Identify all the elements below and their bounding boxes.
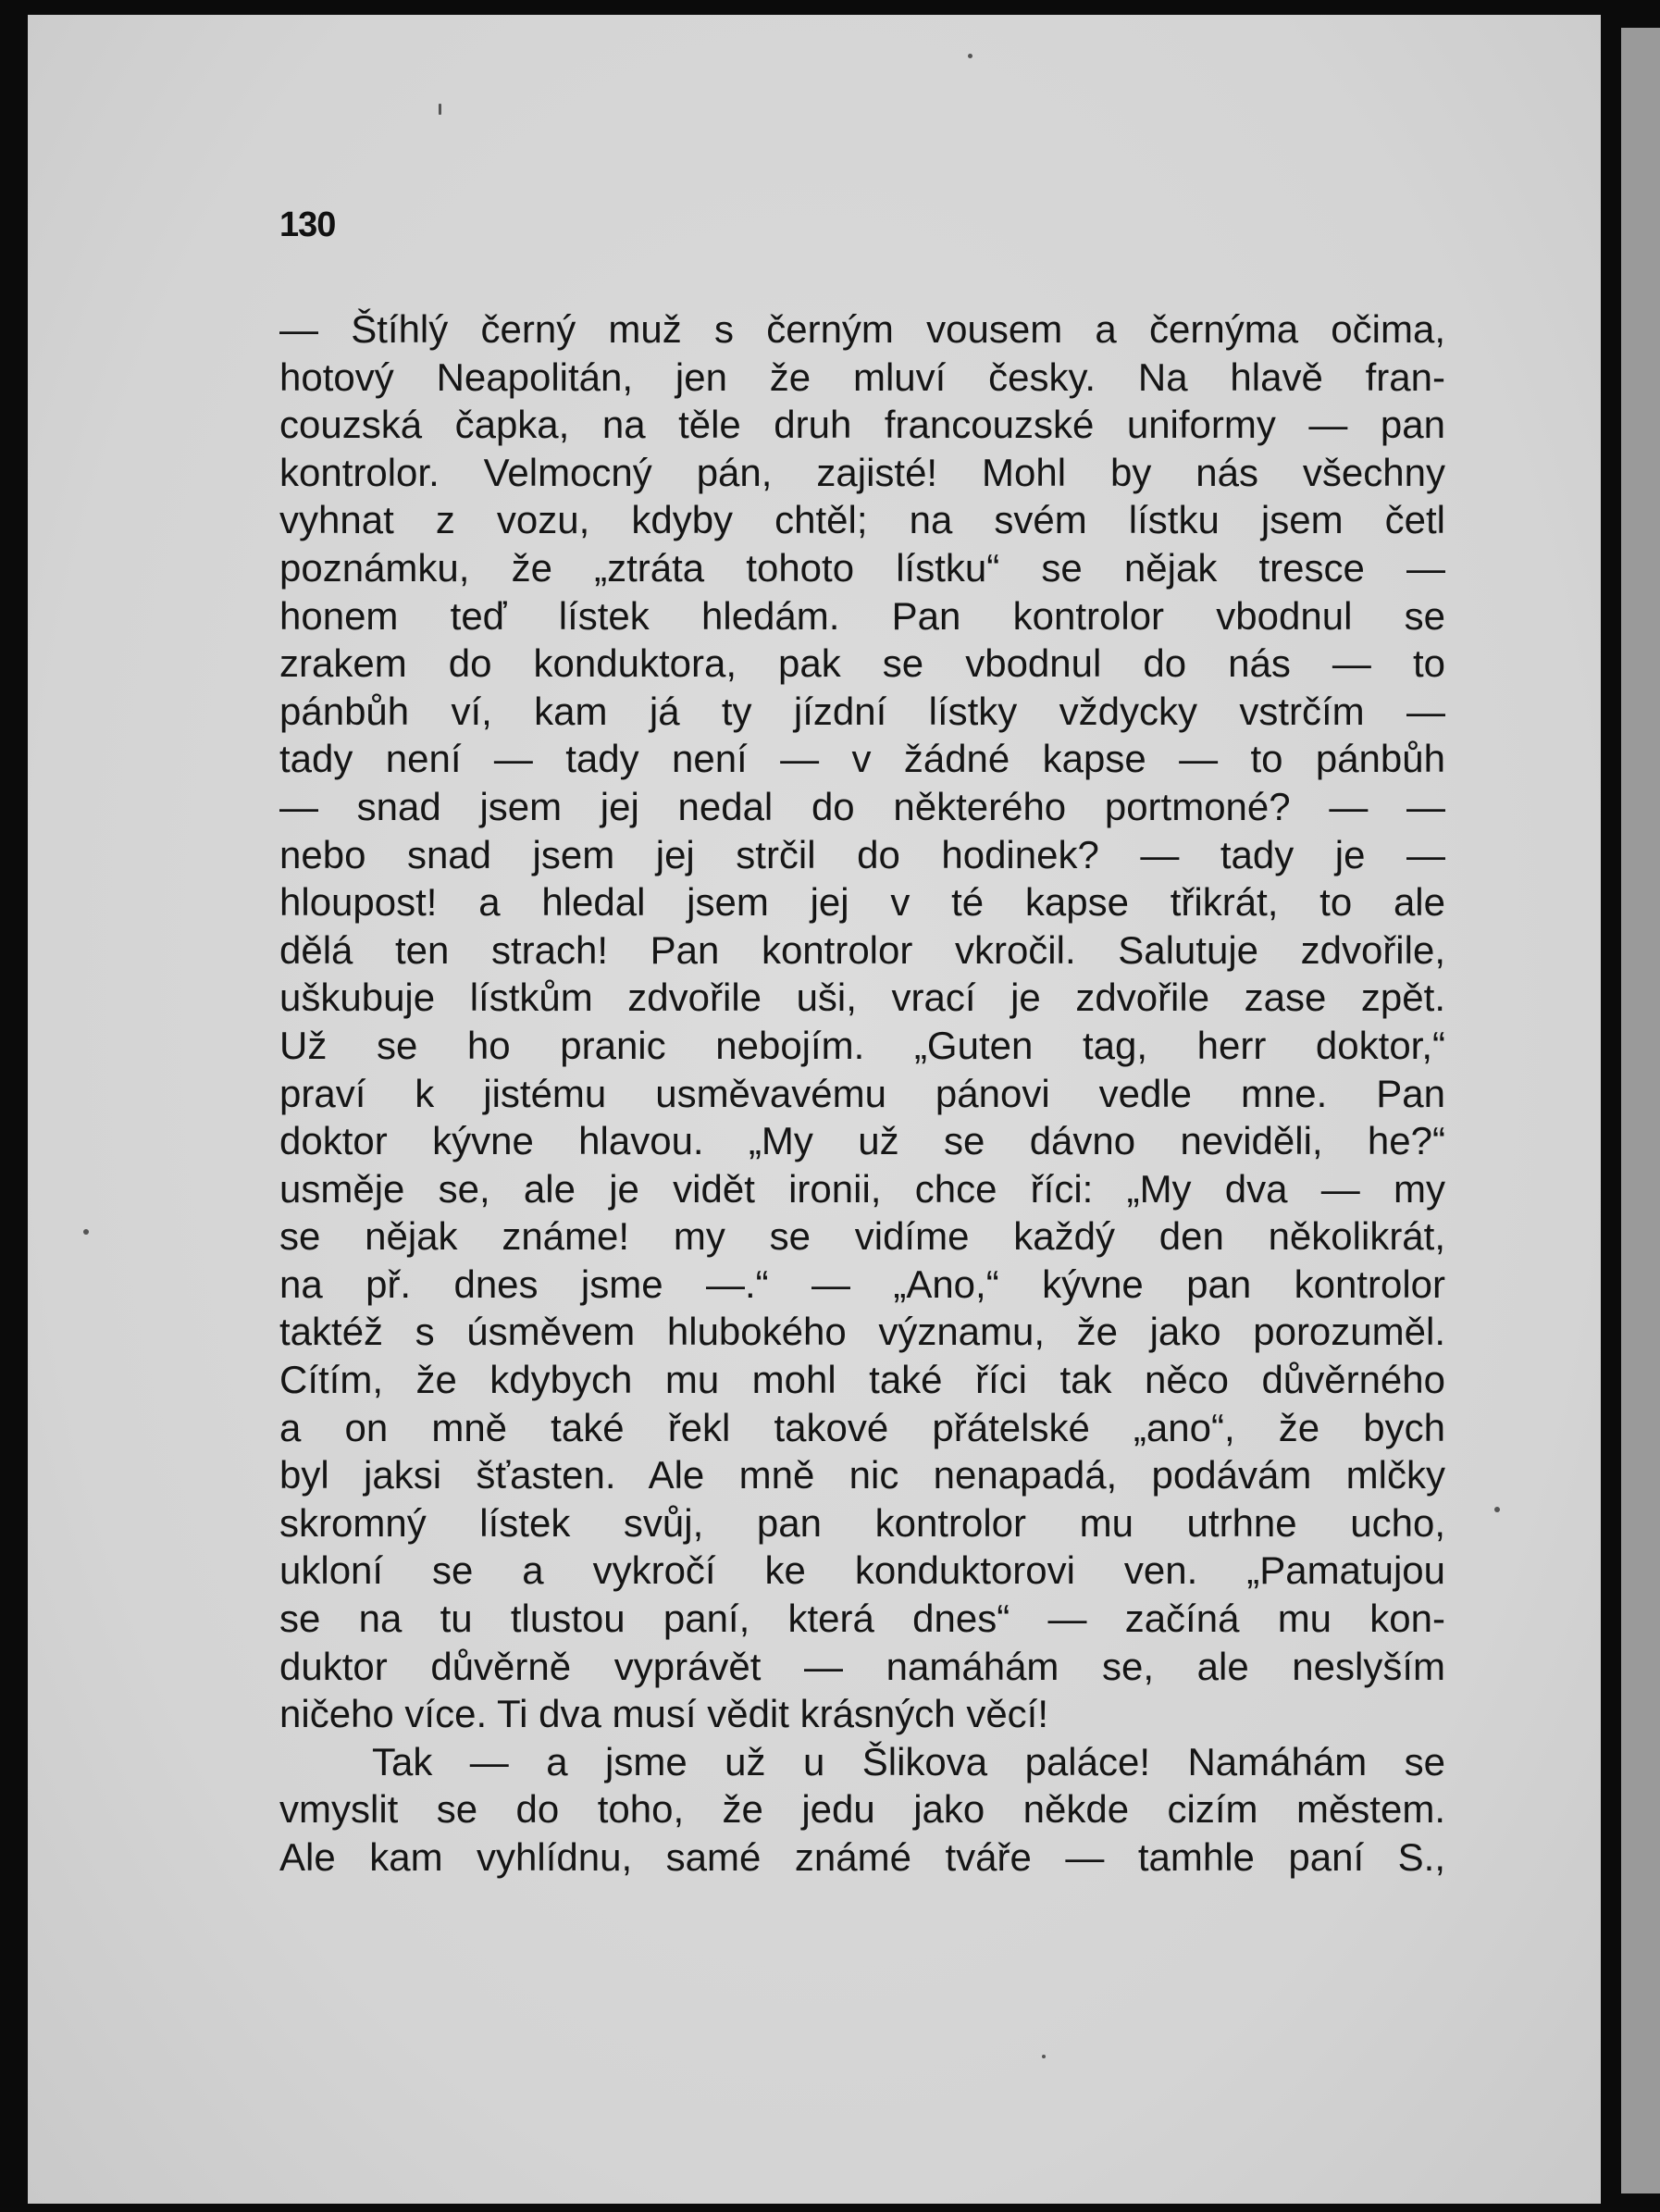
text-line: honem teď lístek hledám. Pan kontrolor vbodnul se	[279, 593, 1445, 638]
text-line: a on mně také řekl takové přátelské „ano“, že bych	[279, 1405, 1445, 1449]
scan-speck	[968, 54, 972, 58]
text-line: couzská čapka, na těle druh francouzské uniformy — pan	[279, 403, 1445, 447]
text-line: vmyslit se do toho, že jedu jako někde cizím městem.	[279, 1787, 1445, 1832]
text-line: taktéž s úsměvem hlubokého významu, že jako porozuměl.	[279, 1310, 1445, 1354]
page-number: 130	[279, 205, 336, 244]
text-line: Cítím, že kdybych mu mohl také říci tak něco důvěrného	[279, 1358, 1445, 1402]
scan-speck	[1042, 2055, 1046, 2058]
paragraph-end-line: ničeho více. Ti dva musí vědit krásných věcí!	[279, 1692, 1049, 1736]
scan-speck	[83, 1229, 89, 1235]
text-line: na př. dnes jsme —.“ — „Ano,“ kývne pan kontrolor	[279, 1261, 1445, 1306]
text-line: Ale kam vyhlídnu, samé známé tváře — tamhle paní S.,	[279, 1835, 1445, 1879]
text-line: zrakem do konduktora, pak se vbodnul do nás — to	[279, 641, 1445, 686]
text-line: kontrolor. Velmocný pán, zajisté! Mohl by nás všechny	[279, 450, 1445, 494]
text-line: hloupost! a hledal jsem jej v té kapse třikrát, to ale	[279, 880, 1445, 925]
adjacent-page-edge	[1621, 28, 1660, 2193]
text-line: se nějak známe! my se vidíme každý den několikrát,	[279, 1214, 1445, 1259]
text-line: se na tu tlustou paní, která dnes“ — začíná mu kon-	[279, 1597, 1445, 1641]
scan-speck	[1494, 1507, 1500, 1512]
body-text	[279, 305, 1445, 1882]
text-line: tady není — tady není — v žádné kapse — to pánbůh	[279, 737, 1445, 781]
text-line: dělá ten strach! Pan kontrolor vkročil. Salutuje zdvořile,	[279, 927, 1445, 972]
scan-speck	[439, 104, 441, 115]
text-line: hotový Neapolitán, jen že mluví česky. Na hlavě fran-	[279, 354, 1445, 399]
text-line: Už se ho pranic nebojím. „Guten tag, herr doktor,“	[279, 1023, 1445, 1067]
text-line: byl jaksi šťasten. Ale mně nic nenapadá, podávám mlčky	[279, 1453, 1445, 1497]
text-line: — snad jsem jej nedal do některého portmoné? — —	[279, 784, 1445, 828]
text-line: skromný lístek svůj, pan kontrolor mu utrhne ucho,	[279, 1500, 1445, 1545]
text-line: duktor důvěrně vyprávět — namáhám se, ale neslyším	[279, 1644, 1445, 1688]
text-line: uškubuje lístkům zdvořile uši, vrací je zdvořile zase zpět.	[279, 976, 1445, 1020]
text-line: doktor kývne hlavou. „My už se dávno neviděli, he?“	[279, 1119, 1445, 1163]
text-line: vyhnat z vozu, kdyby chtěl; na svém lístku jsem četl	[279, 498, 1445, 542]
text-line: nebo snad jsem jej strčil do hodinek? — tady je —	[279, 832, 1445, 876]
text-line: — Štíhlý černý muž s černým vousem a černýma očima,	[279, 307, 1445, 351]
text-line: ukloní se a vykročí ke konduktorovi ven. „Pamatujou	[279, 1548, 1445, 1593]
text-line: pánbůh ví, kam já ty jízdní lístky vždycky vstrčím —	[279, 689, 1445, 733]
text-line: usměje se, ale je vidět ironii, chce říci: „My dva — my	[279, 1166, 1445, 1211]
text-line: poznámku, že „ztráta tohoto lístku“ se nějak tresce —	[279, 545, 1445, 590]
paragraph-start-line: Tak — a jsme už u Šlikova paláce! Namáhám se	[372, 1739, 1445, 1783]
text-line: praví k jistému usměvavému pánovi vedle mne. Pan	[279, 1071, 1445, 1115]
